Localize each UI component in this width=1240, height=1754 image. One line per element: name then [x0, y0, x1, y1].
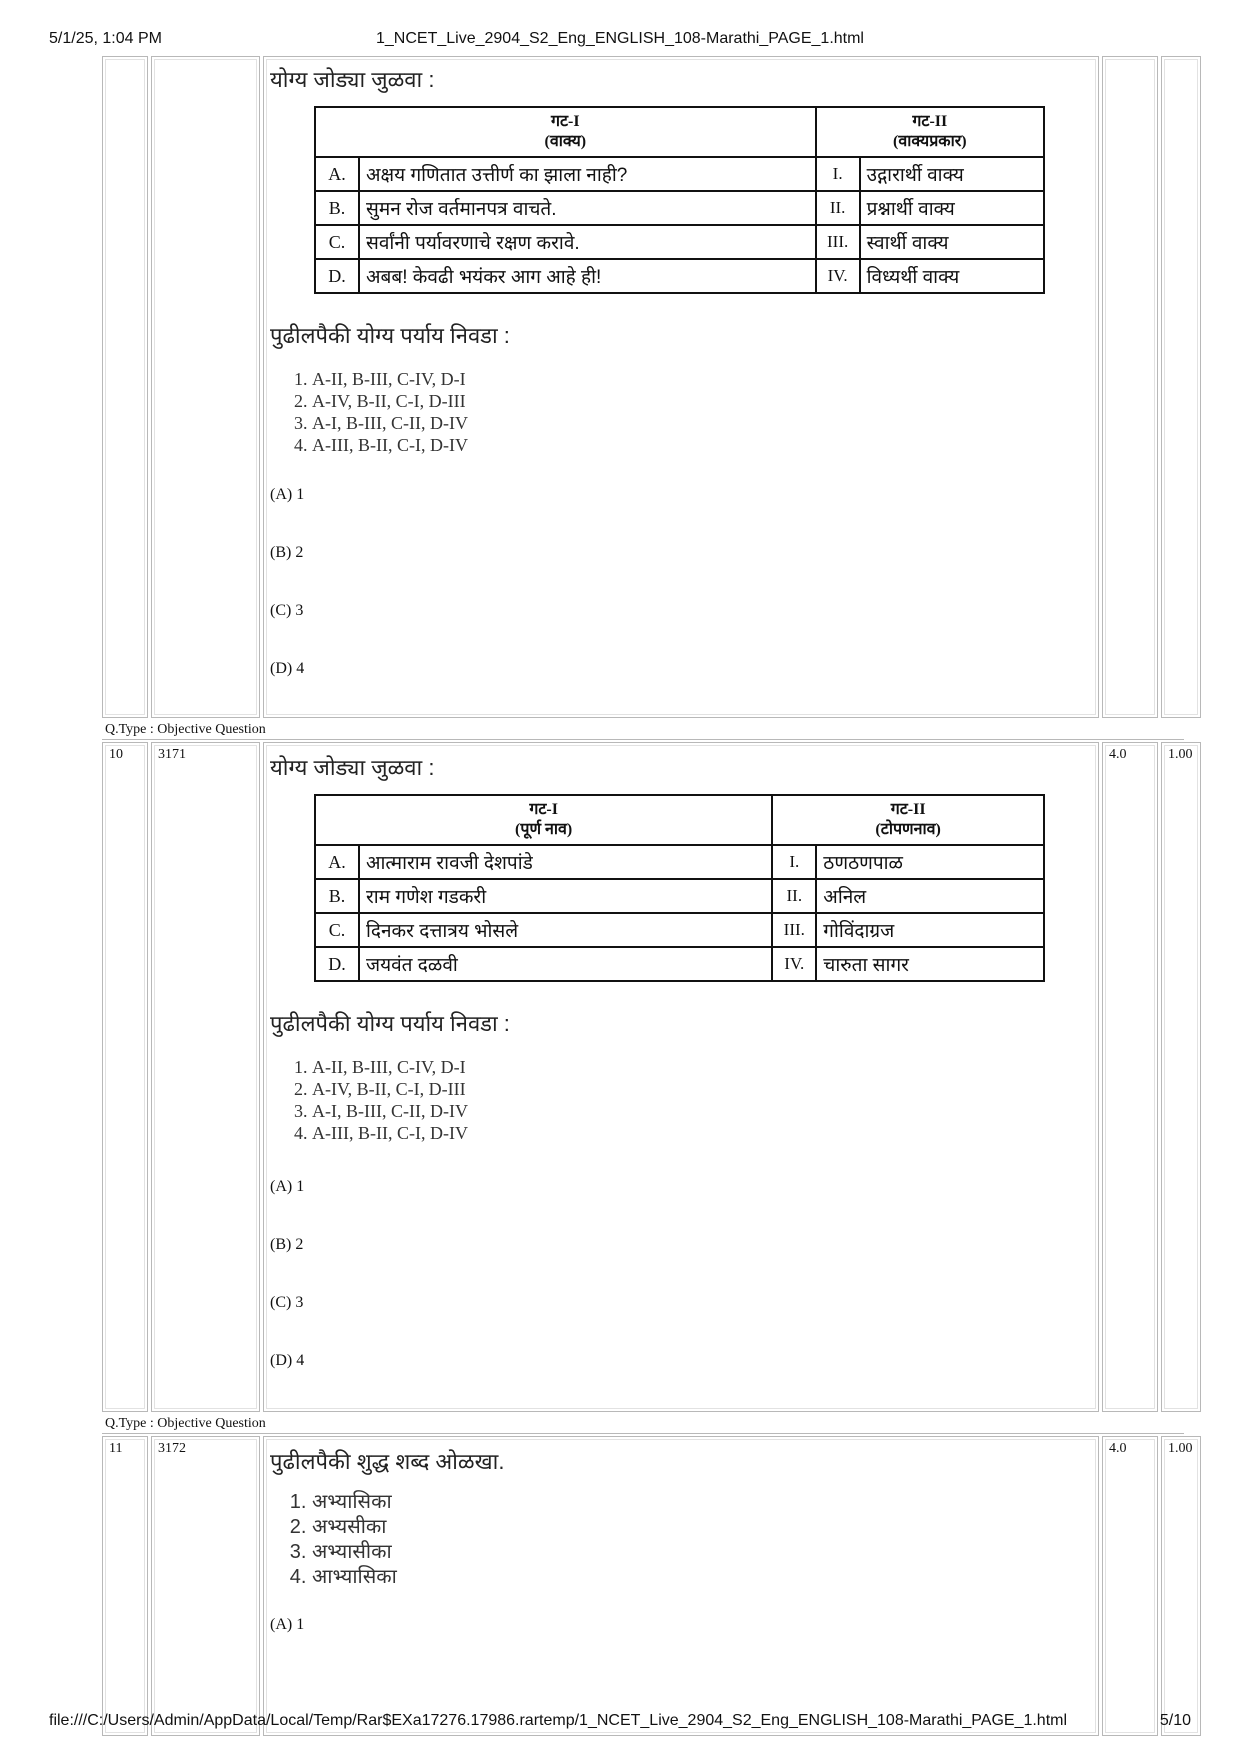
negative-marks-cell [1161, 56, 1201, 718]
answer-option-b[interactable]: (B) 2 [270, 1236, 304, 1253]
question-row-11 [102, 1436, 1193, 1736]
table-row [315, 913, 1044, 947]
row-roman: III. [816, 225, 860, 259]
print-page-number: 5/10 [1159, 1712, 1191, 1729]
row-letter: B. [315, 879, 359, 913]
row-roman: I. [772, 845, 816, 879]
list-item: 1. A-II, B-III, C-IV, D-I [312, 1056, 468, 1078]
list-item: 4. A-III, B-II, C-I, D-IV [312, 1122, 468, 1144]
option-list [294, 1490, 397, 1590]
option-list [294, 1056, 468, 1144]
group-1-item: आत्माराम रावजी देशपांडे [359, 845, 772, 879]
marks-cell [1102, 742, 1158, 1412]
table-row [315, 879, 1044, 913]
list-item: 4. आभ्यासिका [312, 1565, 397, 1590]
group-1-item: जयवंत दळवी [359, 947, 772, 981]
question-type-label: Q.Type : Objective Question [105, 722, 266, 737]
group-2-item: उद्गारार्थी वाक्य [860, 157, 1044, 191]
group-1-header [315, 107, 816, 157]
group-2-header [772, 795, 1044, 845]
group-1-title: गट-I [550, 113, 580, 130]
question-type-bar [102, 720, 1184, 740]
choose-option-prompt: पुढीलपैकी योग्य पर्याय निवडा : [270, 1011, 510, 1036]
print-header [49, 30, 1191, 52]
question-instruction: योग्य जोड्या जुळवा : [270, 755, 435, 780]
group-2-title: गट-II [890, 801, 926, 818]
group-2-subtitle: (टोपणनाव) [875, 821, 941, 838]
option-list [294, 368, 468, 456]
group-2-item: चारुता सागर [816, 947, 1044, 981]
print-footer [49, 1712, 1191, 1734]
row-letter: A. [315, 157, 359, 191]
list-item: 2. A-IV, B-II, C-I, D-III [312, 390, 468, 412]
group-2-title: गट-II [912, 113, 948, 130]
group-2-subtitle: (वाक्यप्रकार) [893, 133, 967, 150]
question-number-cell [102, 742, 148, 1412]
group-2-item: गोविंदाग्रज [816, 913, 1044, 947]
question-type-bar [102, 1414, 1184, 1434]
group-1-subtitle: (पूर्ण नाव) [515, 821, 573, 838]
table-row [315, 947, 1044, 981]
match-table [314, 794, 1045, 982]
list-item: 4. A-III, B-II, C-I, D-IV [312, 434, 468, 456]
marks-cell [1102, 56, 1158, 718]
question-number-cell [102, 56, 148, 718]
question-instruction: योग्य जोड्या जुळवा : [270, 67, 435, 92]
answer-option-d[interactable]: (D) 4 [270, 660, 305, 677]
marks-cell [1102, 1436, 1158, 1736]
group-1-item: दिनकर दत्तात्रय भोसले [359, 913, 772, 947]
row-roman: III. [772, 913, 816, 947]
row-letter: D. [315, 947, 359, 981]
table-row [315, 259, 1044, 293]
answer-option-b[interactable]: (B) 2 [270, 544, 304, 561]
row-letter: C. [315, 913, 359, 947]
group-1-item: सुमन रोज वर्तमानपत्र वाचते. [359, 191, 816, 225]
negative-marks-cell [1161, 742, 1201, 1412]
row-roman: IV. [816, 259, 860, 293]
list-item: 3. A-I, B-III, C-II, D-IV [312, 412, 468, 434]
question-row-10 [102, 742, 1193, 1412]
row-letter: D. [315, 259, 359, 293]
list-item: 2. अभ्यसीका [312, 1515, 397, 1540]
answer-option-c[interactable]: (C) 3 [270, 1294, 304, 1311]
group-2-item: विध्यर्थी वाक्य [860, 259, 1044, 293]
row-letter: A. [315, 845, 359, 879]
question-id: 3172 [158, 1441, 186, 1456]
question-instruction: पुढीलपैकी शुद्ध शब्द ओळखा. [270, 1449, 505, 1474]
group-1-item: राम गणेश गडकरी [359, 879, 772, 913]
answer-option-d[interactable]: (D) 4 [270, 1352, 305, 1369]
list-item: 2. A-IV, B-II, C-I, D-III [312, 1078, 468, 1100]
group-2-header [816, 107, 1044, 157]
list-item: 3. अभ्यासीका [312, 1540, 397, 1565]
row-roman: II. [816, 191, 860, 225]
list-item: 1. A-II, B-III, C-IV, D-I [312, 368, 468, 390]
answer-option-a[interactable]: (A) 1 [270, 486, 305, 503]
group-2-item: अनिल [816, 879, 1044, 913]
list-item: 1. अभ्यासिका [312, 1490, 397, 1515]
question-number-cell [102, 1436, 148, 1736]
question-number: 11 [109, 1441, 123, 1456]
answer-option-a[interactable]: (A) 1 [270, 1616, 305, 1633]
negative-marks-value: 1.00 [1168, 747, 1193, 762]
print-file-path: file:///C:/Users/Admin/AppData/Local/Temp/Rar$EXa17276.17986.rartemp/1_NCET_Live_2904_S2_Eng_ENGLISH_108-Marathi_PAGE_1.html [49, 1712, 1068, 1729]
table-row [315, 845, 1044, 879]
print-title: 1_NCET_Live_2904_S2_Eng_ENGLISH_108-Marathi_PAGE_1.html [376, 30, 864, 47]
table-row [315, 191, 1044, 225]
marks-value: 4.0 [1109, 1441, 1127, 1456]
group-1-title: गट-I [529, 801, 558, 818]
question-type-label: Q.Type : Objective Question [105, 1416, 266, 1431]
table-row [315, 157, 1044, 191]
group-1-item: अक्षय गणितात उत्तीर्ण का झाला नाही? [359, 157, 816, 191]
question-id-cell [151, 742, 260, 1412]
group-2-item: प्रश्नार्थी वाक्य [860, 191, 1044, 225]
question-id-cell [151, 1436, 260, 1736]
group-1-header [315, 795, 772, 845]
group-2-item: स्वार्थी वाक्य [860, 225, 1044, 259]
choose-option-prompt: पुढीलपैकी योग्य पर्याय निवडा : [270, 323, 510, 348]
group-1-item: अबब! केवढी भयंकर आग आहे ही! [359, 259, 816, 293]
question-number: 10 [109, 747, 123, 762]
list-item: 3. A-I, B-III, C-II, D-IV [312, 1100, 468, 1122]
question-id-cell [151, 56, 260, 718]
row-letter: C. [315, 225, 359, 259]
group-2-item: ठणठणपाळ [816, 845, 1044, 879]
row-letter: B. [315, 191, 359, 225]
group-1-subtitle: (वाक्य) [544, 133, 587, 150]
marks-value: 4.0 [1109, 747, 1127, 762]
answer-option-c[interactable]: (C) 3 [270, 602, 304, 619]
question-id: 3171 [158, 747, 186, 762]
row-roman: IV. [772, 947, 816, 981]
row-roman: II. [772, 879, 816, 913]
question-row-9 [102, 56, 1184, 718]
print-datetime: 5/1/25, 1:04 PM [49, 30, 162, 47]
match-table [314, 106, 1045, 294]
negative-marks-cell [1161, 1436, 1201, 1736]
negative-marks-value: 1.00 [1168, 1441, 1193, 1456]
table-row [315, 225, 1044, 259]
group-1-item: सर्वांनी पर्यावरणाचे रक्षण करावे. [359, 225, 816, 259]
question-sheet [102, 56, 1193, 1700]
row-roman: I. [816, 157, 860, 191]
answer-option-a[interactable]: (A) 1 [270, 1178, 305, 1195]
